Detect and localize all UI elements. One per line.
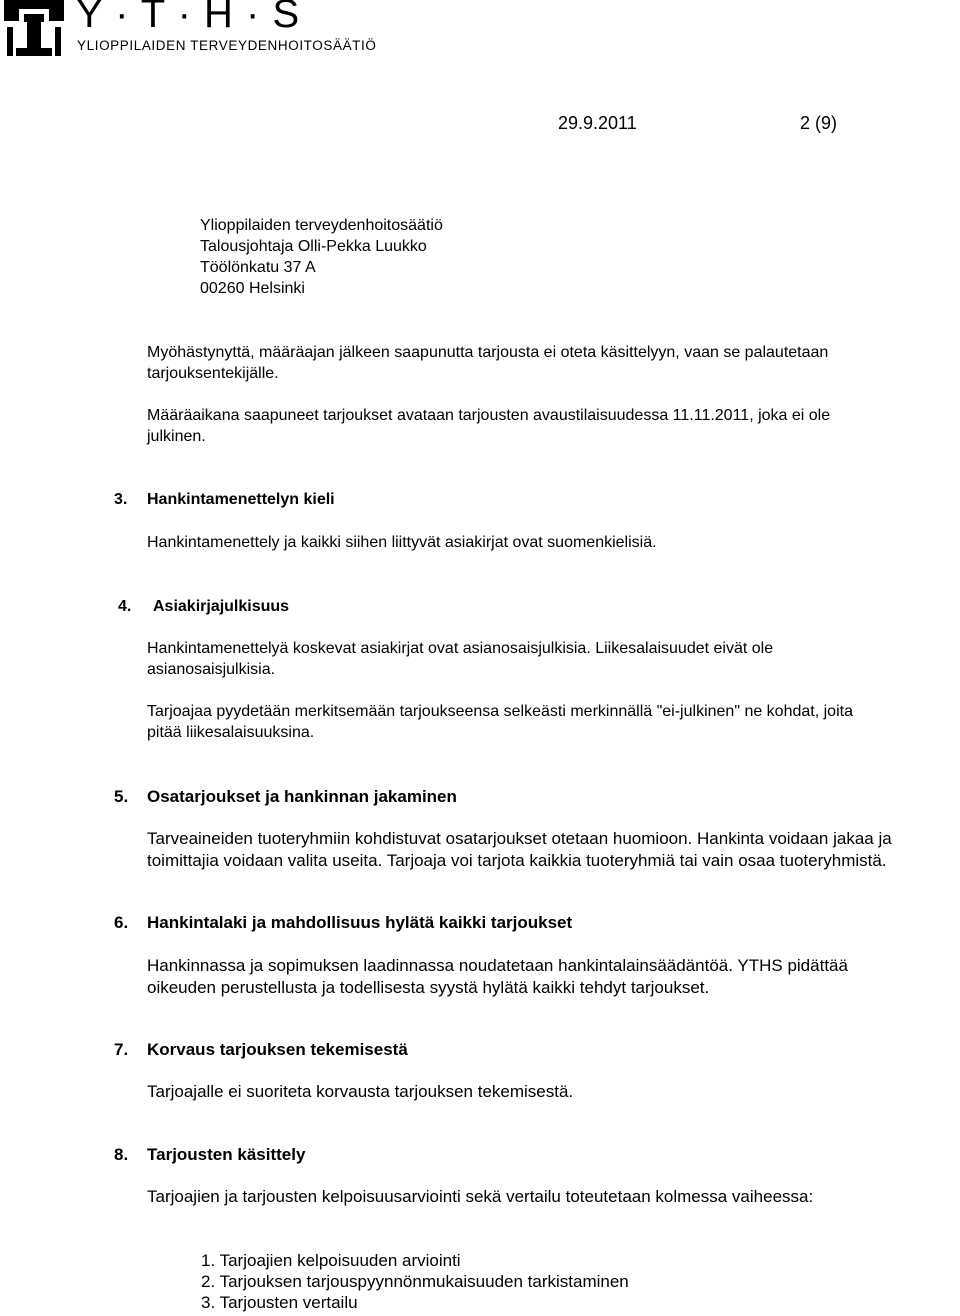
paragraph-line: Hankintamenettely ja kaikki siihen liittyvät asiakirjat ovat suomenkielisiä. (147, 534, 657, 551)
page-number: 2 (9) (800, 113, 838, 133)
section-number: 8. (114, 1145, 129, 1164)
opening-paragraph (147, 405, 959, 447)
section-number: 5. (114, 787, 129, 806)
paragraph-line: Määräaikana saapuneet tarjoukset avataan tarjousten avaustilaisuudessa 11.11.2011, joka ei ole (147, 407, 831, 424)
section-title: Hankintamenettelyn kieli (147, 491, 335, 508)
list-item: 1. Tarjoajien kelpoisuuden arviointi (201, 1251, 461, 1270)
yths-logo-icon (4, 0, 64, 56)
paragraph-line: oikeuden perustellusta ja todellisesta syystä hylätä kaikki tehdyt tarjoukset. (147, 978, 710, 997)
paragraph-line: tarjouksentekijälle. (147, 365, 279, 382)
paragraph-line: Hankinnassa ja sopimuksen laadinnassa noudatetaan hankintalainsäädäntöä. YTHS pidättää (147, 956, 848, 975)
evaluation-steps-list (201, 1250, 629, 1313)
paragraph-line: Tarjoajalle ei suoriteta korvausta tarjouksen tekemisestä. (147, 1082, 574, 1101)
paragraph-line: pitää liikesalaisuuksina. (147, 724, 315, 741)
section-title: Osatarjoukset ja hankinnan jakaminen (147, 787, 457, 806)
address-line: Talousjohtaja Olli-Pekka Luukko (200, 238, 427, 255)
address-block (200, 215, 443, 299)
section-title: Asiakirjajulkisuus (153, 598, 290, 615)
late-offer-paragraph (147, 342, 959, 384)
section-number: 3. (114, 491, 128, 508)
paragraph-line: Hankintamenettelyä koskevat asiakirjat ovat asianosaisjulkisia. Liikesalaisuudet eivät ole (147, 640, 774, 657)
paragraph-line: Tarjoajaa pyydetään merkitsemään tarjoukseensa selkeästi merkinnällä "ei-julkinen" ne kohdat, joita (147, 703, 853, 720)
paragraph-line: toimittajia voidaan valita useita. Tarjoaja voi tarjota kaikkia tuoteryhmiä tai vain osaa tuoteryhmistä. (147, 851, 887, 870)
paragraph-line: Tarveaineiden tuoteryhmiin kohdistuvat osatarjoukset otetaan huomioon. Hankinta voidaan jakaa ja (147, 829, 892, 848)
address-line: Ylioppilaiden terveydenhoitosäätiö (200, 217, 443, 234)
section-paragraph (147, 1186, 959, 1208)
logo-subtitle: YLIOPPILAIDEN TERVEYDENHOITOSÄÄTIÖ (77, 38, 377, 53)
section-paragraph (147, 955, 959, 999)
list-item: 2. Tarjouksen tarjouspyynnönmukaisuuden tarkistaminen (201, 1272, 629, 1291)
section-title: Hankintalaki ja mahdollisuus hylätä kaikki tarjoukset (147, 913, 573, 932)
section-title: Korvaus tarjouksen tekemisestä (147, 1040, 408, 1059)
address-line: Töölönkatu 37 A (200, 259, 316, 276)
section-paragraph (147, 1081, 959, 1103)
section-paragraph (147, 638, 959, 680)
section-number: 6. (114, 913, 129, 932)
list-item: 3. Tarjousten vertailu (201, 1293, 358, 1312)
section-paragraph (147, 532, 959, 553)
paragraph-line: asianosaisjulkisia. (147, 661, 276, 678)
section-number: 7. (114, 1040, 129, 1059)
paragraph-line: julkinen. (147, 428, 206, 445)
document-date: 29.9.2011 (558, 113, 637, 133)
address-line: 00260 Helsinki (200, 280, 305, 297)
section-paragraph (147, 828, 959, 872)
paragraph-line: Tarjoajien ja tarjousten kelpoisuusarviointi sekä vertailu toteutetaan kolmessa vaiheessa: (147, 1187, 814, 1206)
section-title: Tarjousten käsittely (147, 1145, 306, 1164)
logo-letters: Y · T · H · S (76, 0, 301, 36)
paragraph-line: Myöhästynyttä, määräajan jälkeen saapunutta tarjousta ei oteta käsittelyyn, vaan se palautetaan (147, 344, 829, 361)
section-number: 4. (118, 598, 132, 615)
section-paragraph (147, 701, 959, 743)
